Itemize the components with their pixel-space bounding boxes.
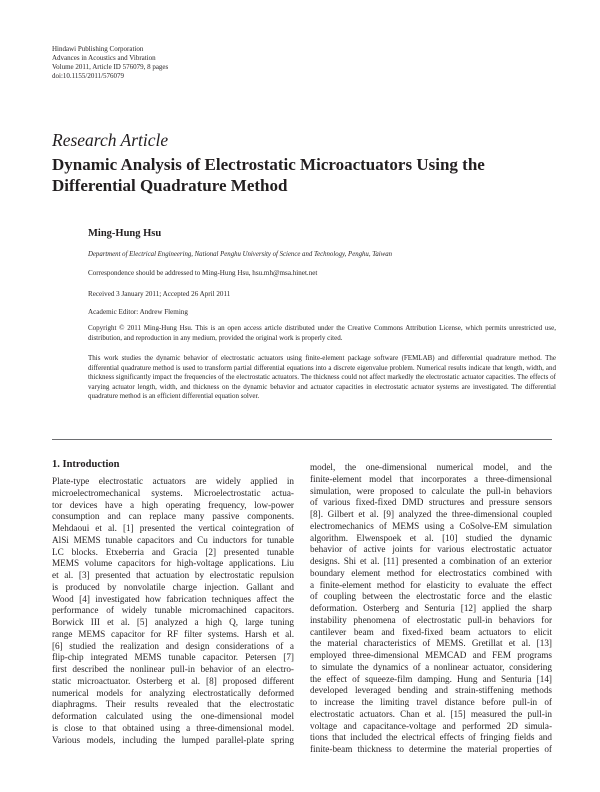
body-text-line: AlSi MEMS tunable capacitors and Cu inductors for tunable [52,534,294,545]
body-text-line: finite-beam thickness to determine the material properties of [310,744,552,754]
body-text-line: is close to that obtained using a three-dimensional model. [52,722,294,733]
body-text-line: deformation. Osterberg and Senturia [12] applied the sharp [310,603,552,613]
body-text-line: static microactuator. Osterberg et al. [8] proposed different [52,675,294,686]
journal-name: Advances in Acoustics and Vibration [52,54,156,63]
copyright-notice: Copyright © 2011 Ming-Hung Hsu. This is an open access article distributed under the Creative Commons Attribution License, which permits unrestricted use, distribution, and reproduction in any medium, provided the original work is properly cited. [88,324,556,342]
body-text-line: tor devices have a high operating frequency, low-power [52,499,294,510]
body-text-line: flip-chip integrated MEMS tunable capacitor. Petersen [7] [52,652,294,663]
body-text-line: employed three-dimensional MEMCAD and FEM programs [310,650,552,660]
author-name: Ming-Hung Hsu [88,228,162,239]
body-text-line: boundary element method for electrostatics combined with [310,567,552,578]
author-affiliation: Department of Electrical Engineering, National Penghu University of Science and Technology, Penghu, Taiwan [88,251,392,258]
body-text-line: cantilever beam and fixed-fixed beam actuators to elicit [310,626,552,637]
publisher: Hindawi Publishing Corporation [52,45,144,53]
abstract: This work studies the dynamic behavior of electrostatic actuators using finite-element package software (FEMLAB) and differential quadrature method. The differential quadrature method is used to transform partial differential equations into a discrete eigenvalue problem. Numerical results indicate that length, width, and thickness significantly impact the frequencies of the electrostatic actuators. The thickness could not affect markedly the electrostatic actuator capacities. The effects of varying actuator length, width, and thickness on the dynamic behavior and actuator capacities in electrostatic actuator systems are investigated. The differential quadrature method is an efficient differential equation solver. [88,354,556,401]
body-text-line: is produced by nonvolatile charge injection. Gallant and [52,581,294,592]
body-column-right [310,462,552,756]
body-text-line: [6] studied the realization and design considerations of a [52,640,294,651]
body-text-line: the material characteristics of MEMS. Gretillat et al. [13] [310,638,552,649]
body-text-line: first described the nonlinear pull-in behavior of an electro- [52,664,294,674]
article-type: Research Article [52,130,169,150]
body-text-line: the effect of squeeze-film damping. Hung and Senturia [14] [310,673,552,684]
body-text-line: [8]. Gilbert et al. [9] analyzed the three-dimensional coupled [310,509,552,519]
section-heading: 1. Introduction [52,459,120,470]
body-text-line: numerical models for analyzing electrostatically deformed [52,687,294,698]
body-text-line: algorithm. Elwenspoek et al. [10] studied the dynamic [310,532,552,543]
volume-info: Volume 2011, Article ID 576079, 8 pages [52,63,169,72]
body-text-line: range MEMS capacitor for RF filter systems. Harsh et al. [52,628,294,639]
body-text-line: consumption and can replace many passive components. [52,511,294,522]
body-text-line: to increase the limiting travel distance before pull-in of [310,697,552,707]
body-text-line: et al. [3] presented that actuation by electrostatic repulsion [52,570,294,580]
received-dates: Received 3 January 2011; Accepted 26 April 2011 [88,290,231,298]
correspondence[interactable]: Correspondence should be addressed to Ming-Hung Hsu, hsu.mh@msa.hinet.net [88,269,318,277]
body-text-line: deformation calculated using the one-dimensional model [52,711,294,721]
body-text-line: electrostatic actuators. Chan et al. [15] measured the pull-in [310,708,552,719]
body-text-line: Mehdaoui et al. [1] presented the vertical cointegration of [52,523,294,533]
body-text-line: Various models, including the lumped parallel-plate spring [52,734,294,745]
body-text-line: Borwick III et al. [5] analyzed a high Q, large tuning [52,617,294,627]
article-title: Dynamic Analysis of Electrostatic Microactuators Using the Differential Quadrature Method [52,155,485,195]
body-text-line: tions that included the electrical effects of fringing fields and [310,732,552,743]
body-text-line: designs. Shi et al. [11] presented a combination of an exterior [310,556,552,566]
body-text-line: simulation, were proposed to calculate the pull-in behaviors [310,485,552,496]
body-text-line: electromechanics of MEMS using a CoSolve-EM simulation [310,520,552,531]
body-text-line: performance of widely tunable micromachined capacitors. [52,605,294,616]
doi[interactable]: doi:10.1155/2011/576079 [52,72,125,81]
body-text-line: LC blocks. Etxeberria and Gracia [2] presented tunable [52,546,294,557]
body-text-line: microelectromechanical systems. Microelectrostatic actua- [52,487,294,498]
body-text-line: voltage and capacitance-voltage and performed 2D simula- [310,720,552,731]
body-text-line: instability phenomena of electrostatic pull-in behaviors for [310,614,552,625]
body-text-line: Wood [4] investigated how fabrication techniques affect the [52,593,294,604]
body-text-line: of coupling between the electrostatic force and the elastic [310,591,552,602]
body-text-line: a finite-element method for elasticity to evaluate the effect [310,579,552,590]
body-text-line: developed leveraged bending and strain-stiffening methods [310,685,552,696]
body-text-line: finite-element model that incorporates a three-dimensional [310,473,552,484]
academic-editor: Academic Editor: Andrew Fleming [88,308,188,316]
body-text-line: to simulate the dynamics of a nonlinear actuator, considering [310,661,552,672]
body-text-line: model, the one-dimensional numerical model, and the [310,462,552,472]
body-text-line: MEMS volume capacitors for high-voltage applications. Liu [52,558,294,569]
journal-header [52,45,168,81]
body-column-left [52,476,294,746]
section-divider [52,439,552,440]
body-text-line: Plate-type electrostatic actuators are widely applied in [52,476,294,486]
body-text-line: diaphragms. Their results revealed that the electrostatic [52,699,294,710]
body-text-line: of various fixed-fixed DMD structures and pressure sensors [310,497,552,508]
body-text-line: behavior of active joints for various electrostatic actuator [310,544,552,555]
